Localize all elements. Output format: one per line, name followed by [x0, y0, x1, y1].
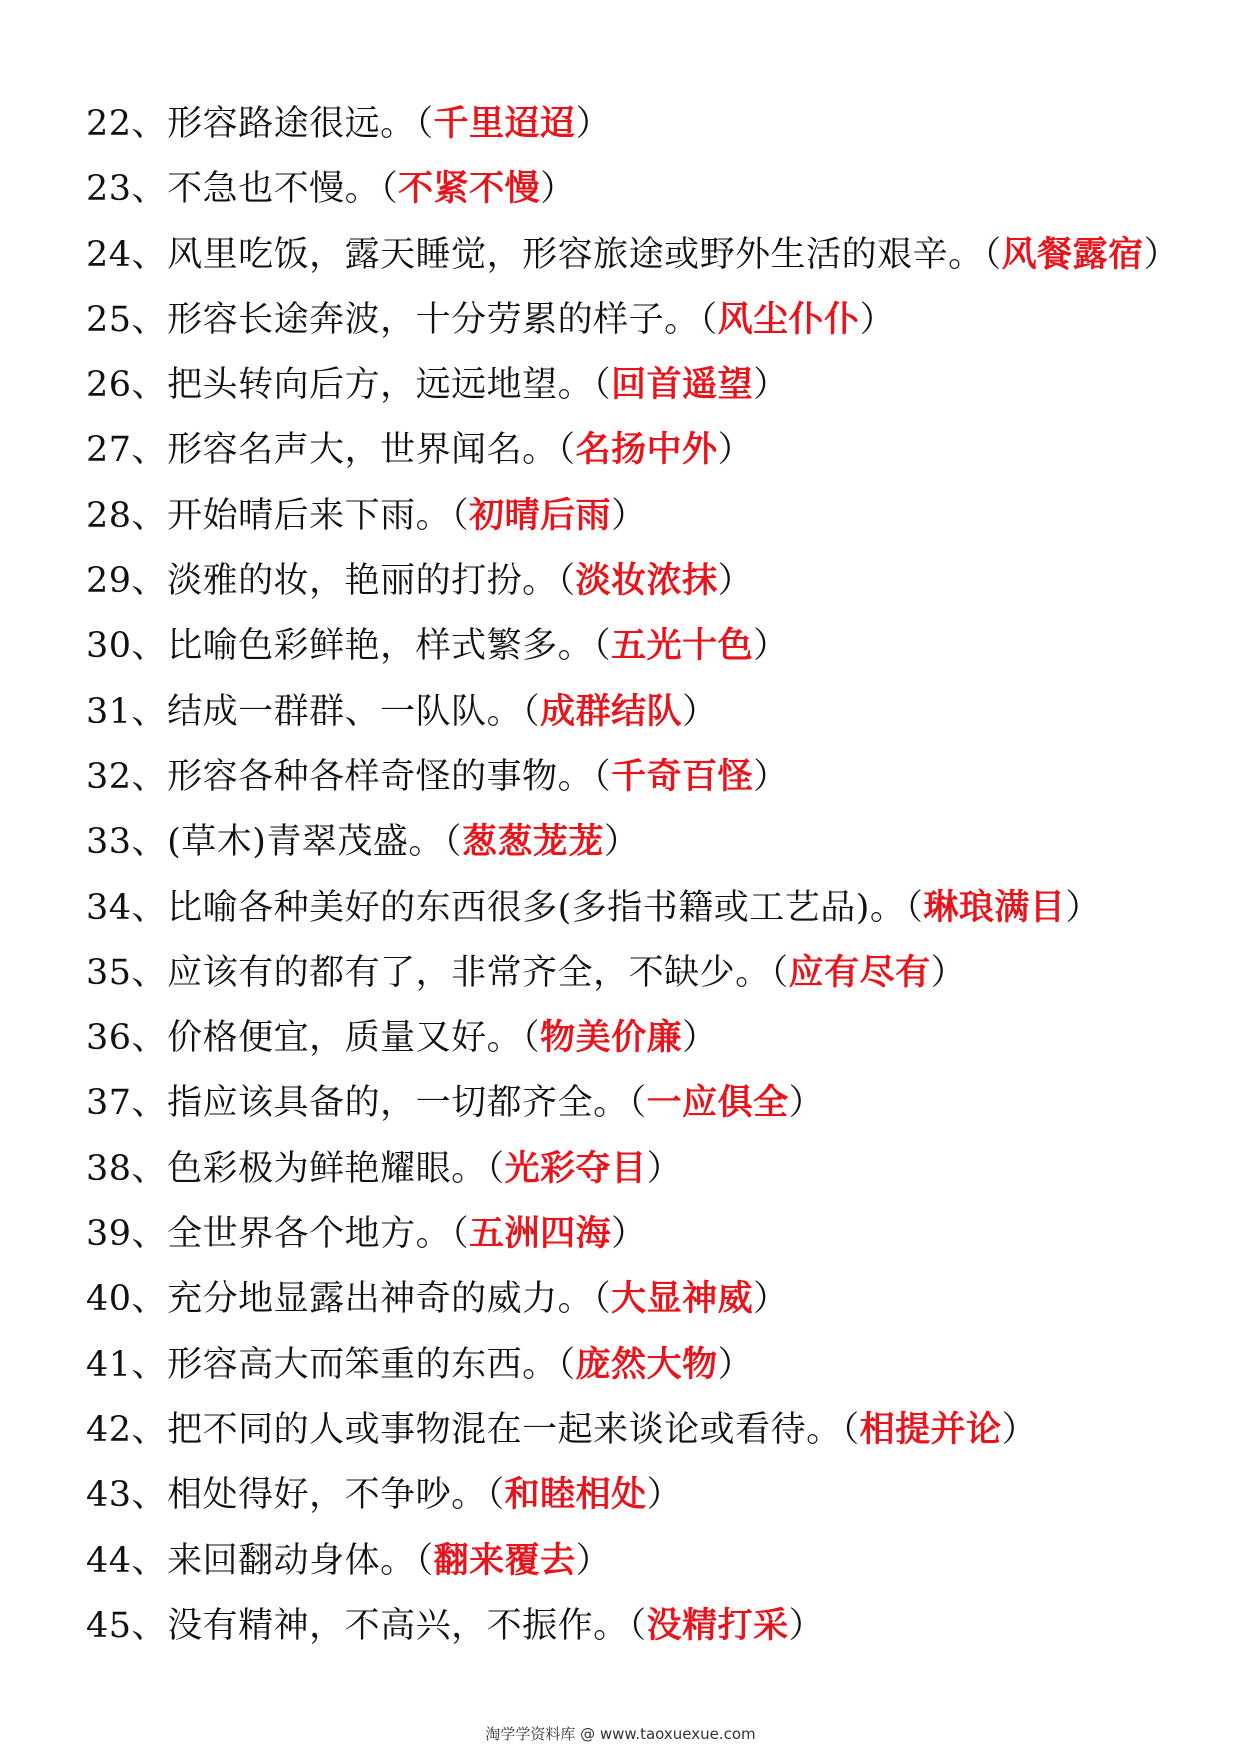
open-paren: （	[443, 822, 462, 863]
list-item	[86, 1529, 1206, 1594]
close-paren: ）	[646, 1148, 683, 1189]
list-item	[86, 418, 1206, 483]
item-answer: 琳琅满目	[923, 887, 1066, 928]
item-separator: 、	[131, 1279, 168, 1320]
open-paren: （	[593, 1279, 612, 1320]
item-answer: 一应俱全	[646, 1083, 789, 1124]
idiom-list	[86, 92, 1206, 1659]
list-item	[86, 1006, 1206, 1071]
list-item	[86, 1594, 1206, 1659]
item-separator: 、	[131, 1605, 168, 1646]
list-item	[86, 92, 1206, 157]
close-paren: ）	[788, 1605, 825, 1646]
item-clue: 开始晴后来下雨。	[167, 495, 452, 536]
close-paren: ）	[753, 365, 789, 406]
item-clue: 全世界各个地方。	[167, 1214, 452, 1255]
open-paren: （	[770, 952, 789, 993]
open-paren: （	[451, 495, 470, 536]
open-paren: （	[557, 1344, 576, 1385]
open-paren: （	[905, 887, 924, 928]
item-clue: 形容路途很远。	[167, 104, 416, 144]
item-separator: 、	[131, 691, 168, 732]
open-paren: （	[628, 1605, 647, 1646]
item-answer: 千里迢迢	[433, 104, 576, 144]
item-clue: 来回翻动身体。	[167, 1540, 416, 1581]
item-clue: 应该有的都有了，非常齐全，不缺少。	[167, 952, 771, 993]
item-answer: 初晴后雨	[469, 495, 612, 536]
item-number: 31	[86, 691, 132, 732]
item-number: 30	[86, 626, 132, 667]
close-paren: ）	[682, 691, 718, 732]
close-paren: ）	[611, 495, 647, 536]
item-clue: 比喻色彩鲜艳，样式繁多。	[167, 626, 594, 667]
item-answer: 葱葱茏茏	[461, 822, 604, 863]
item-clue: 形容高大而笨重的东西。	[167, 1344, 558, 1385]
item-separator: 、	[131, 561, 168, 602]
item-number: 23	[86, 169, 132, 210]
item-clue: 充分地显露出神奇的威力。	[167, 1279, 594, 1320]
item-separator: 、	[131, 234, 168, 275]
item-clue: 形容名声大，世界闻名。	[167, 430, 558, 471]
list-item	[86, 223, 1206, 288]
item-number: 36	[86, 1018, 132, 1059]
item-separator: 、	[131, 169, 168, 210]
item-clue: 没有精神，不高兴，不振作。	[167, 1605, 629, 1646]
item-separator: 、	[131, 626, 168, 667]
item-clue: 不急也不慢。	[167, 169, 381, 210]
item-number: 43	[86, 1475, 132, 1516]
close-paren: ）	[717, 430, 754, 471]
open-paren: （	[593, 756, 612, 797]
item-number: 29	[86, 561, 132, 602]
open-paren: （	[415, 1540, 434, 1581]
item-clue: 结成一群群、一队队。	[167, 691, 523, 732]
open-paren: （	[380, 169, 399, 210]
item-number: 45	[86, 1605, 132, 1646]
close-paren: ）	[930, 952, 967, 993]
item-number: 22	[86, 104, 132, 144]
item-separator: 、	[131, 952, 168, 993]
item-clue: 把不同的人或事物混在一起来谈论或看待。	[167, 1409, 842, 1450]
close-paren: ）	[603, 822, 640, 863]
item-number: 28	[86, 495, 132, 536]
close-paren: ）	[753, 756, 789, 797]
item-answer: 庞然大物	[575, 1344, 718, 1385]
list-item	[86, 1202, 1206, 1267]
item-answer: 物美价廉	[540, 1018, 683, 1059]
item-number: 38	[86, 1148, 132, 1189]
item-answer: 五洲四海	[469, 1214, 612, 1255]
open-paren: （	[522, 1018, 541, 1059]
item-number: 37	[86, 1083, 132, 1124]
list-item	[86, 941, 1206, 1006]
item-separator: 、	[131, 1214, 168, 1255]
item-number: 25	[86, 299, 132, 340]
item-answer: 五光十色	[611, 626, 754, 667]
open-paren: （	[841, 1409, 860, 1450]
close-paren: ）	[1065, 887, 1101, 928]
item-clue: 形容长途奔波，十分劳累的样子。	[167, 299, 700, 340]
list-item	[86, 1071, 1206, 1136]
list-item	[86, 484, 1206, 549]
list-item	[86, 614, 1206, 679]
footer-watermark: 淘学学资料库 @ www.taoxuexue.com	[485, 1725, 756, 1743]
open-paren: （	[451, 1214, 470, 1255]
close-paren: ）	[611, 1214, 647, 1255]
item-separator: 、	[131, 1018, 168, 1059]
list-item	[86, 1333, 1206, 1398]
item-clue: (草木)青翠茂盛。	[167, 822, 444, 863]
open-paren: （	[486, 1148, 505, 1189]
item-number: 26	[86, 365, 132, 406]
close-paren: ）	[646, 1475, 683, 1516]
item-answer: 成群结队	[540, 691, 683, 732]
item-separator: 、	[131, 104, 168, 144]
item-clue: 形容各种各样奇怪的事物。	[167, 756, 594, 797]
item-separator: 、	[131, 1540, 168, 1581]
open-paren: （	[557, 561, 576, 602]
open-paren: （	[415, 104, 434, 144]
list-item	[86, 157, 1206, 222]
item-answer: 风尘仆仆	[717, 299, 860, 340]
open-paren: （	[628, 1083, 647, 1124]
item-separator: 、	[131, 365, 168, 406]
item-number: 24	[86, 234, 132, 275]
item-answer: 风餐露宿	[1001, 234, 1144, 275]
item-clue: 风里吃饭，露天睡觉，形容旅途或野外生活的艰辛。	[167, 234, 984, 275]
item-separator: 、	[131, 887, 168, 928]
item-number: 40	[86, 1279, 132, 1320]
item-number: 35	[86, 952, 132, 993]
item-separator: 、	[131, 1475, 168, 1516]
list-item	[86, 288, 1206, 353]
open-paren: （	[699, 299, 718, 340]
item-number: 42	[86, 1409, 132, 1450]
open-paren: （	[557, 430, 576, 471]
item-number: 44	[86, 1540, 132, 1581]
close-paren: ）	[1143, 234, 1180, 275]
item-separator: 、	[131, 756, 168, 797]
item-answer: 淡妆浓抹	[575, 561, 718, 602]
close-paren: ）	[753, 626, 789, 667]
open-paren: （	[522, 691, 541, 732]
list-item	[86, 1463, 1206, 1528]
item-answer: 和睦相处	[504, 1475, 647, 1516]
item-number: 41	[86, 1344, 132, 1385]
close-paren: ）	[788, 1083, 825, 1124]
list-item	[86, 1137, 1206, 1202]
open-paren: （	[593, 365, 612, 406]
item-separator: 、	[131, 1148, 168, 1189]
close-paren: ）	[859, 299, 896, 340]
list-item	[86, 1398, 1206, 1463]
open-paren: （	[486, 1475, 505, 1516]
item-separator: 、	[131, 1083, 168, 1124]
item-separator: 、	[131, 822, 168, 863]
item-clue: 把头转向后方，远远地望。	[167, 365, 594, 406]
item-clue: 比喻各种美好的东西很多(多指书籍或工艺品)。	[167, 887, 906, 928]
item-separator: 、	[131, 1409, 168, 1450]
close-paren: ）	[575, 104, 612, 144]
item-separator: 、	[131, 430, 168, 471]
item-number: 27	[86, 430, 132, 471]
item-clue: 价格便宜，质量又好。	[167, 1018, 523, 1059]
list-item	[86, 745, 1206, 810]
item-separator: 、	[131, 495, 168, 536]
item-answer: 光彩夺目	[504, 1148, 647, 1189]
close-paren: ）	[717, 561, 754, 602]
open-paren: （	[593, 626, 612, 667]
list-item	[86, 810, 1206, 875]
list-item	[86, 876, 1206, 941]
item-answer: 名扬中外	[575, 430, 718, 471]
item-answer: 没精打采	[646, 1605, 789, 1646]
list-item	[86, 680, 1206, 745]
item-clue: 指应该具备的，一切都齐全。	[167, 1083, 629, 1124]
close-paren: ）	[717, 1344, 754, 1385]
item-separator: 、	[131, 299, 168, 340]
item-answer: 大显神威	[611, 1279, 754, 1320]
item-clue: 相处得好，不争吵。	[167, 1475, 487, 1516]
item-answer: 相提并论	[859, 1409, 1002, 1450]
open-paren: （	[983, 234, 1002, 275]
list-item	[86, 353, 1206, 418]
close-paren: ）	[682, 1018, 718, 1059]
list-item	[86, 549, 1206, 614]
close-paren: ）	[540, 169, 576, 210]
item-separator: 、	[131, 1344, 168, 1385]
item-answer: 千奇百怪	[611, 756, 754, 797]
item-number: 39	[86, 1214, 132, 1255]
item-number: 32	[86, 756, 132, 797]
item-answer: 翻来覆去	[433, 1540, 576, 1581]
item-clue: 色彩极为鲜艳耀眼。	[167, 1148, 487, 1189]
item-answer: 不紧不慢	[398, 169, 541, 210]
item-answer: 应有尽有	[788, 952, 931, 993]
item-clue: 淡雅的妆，艳丽的打扮。	[167, 561, 558, 602]
close-paren: ）	[575, 1540, 612, 1581]
close-paren: ）	[753, 1279, 789, 1320]
item-number: 34	[86, 887, 132, 928]
item-number: 33	[86, 822, 132, 863]
close-paren: ）	[1001, 1409, 1038, 1450]
list-item	[86, 1267, 1206, 1332]
item-answer: 回首遥望	[611, 365, 754, 406]
